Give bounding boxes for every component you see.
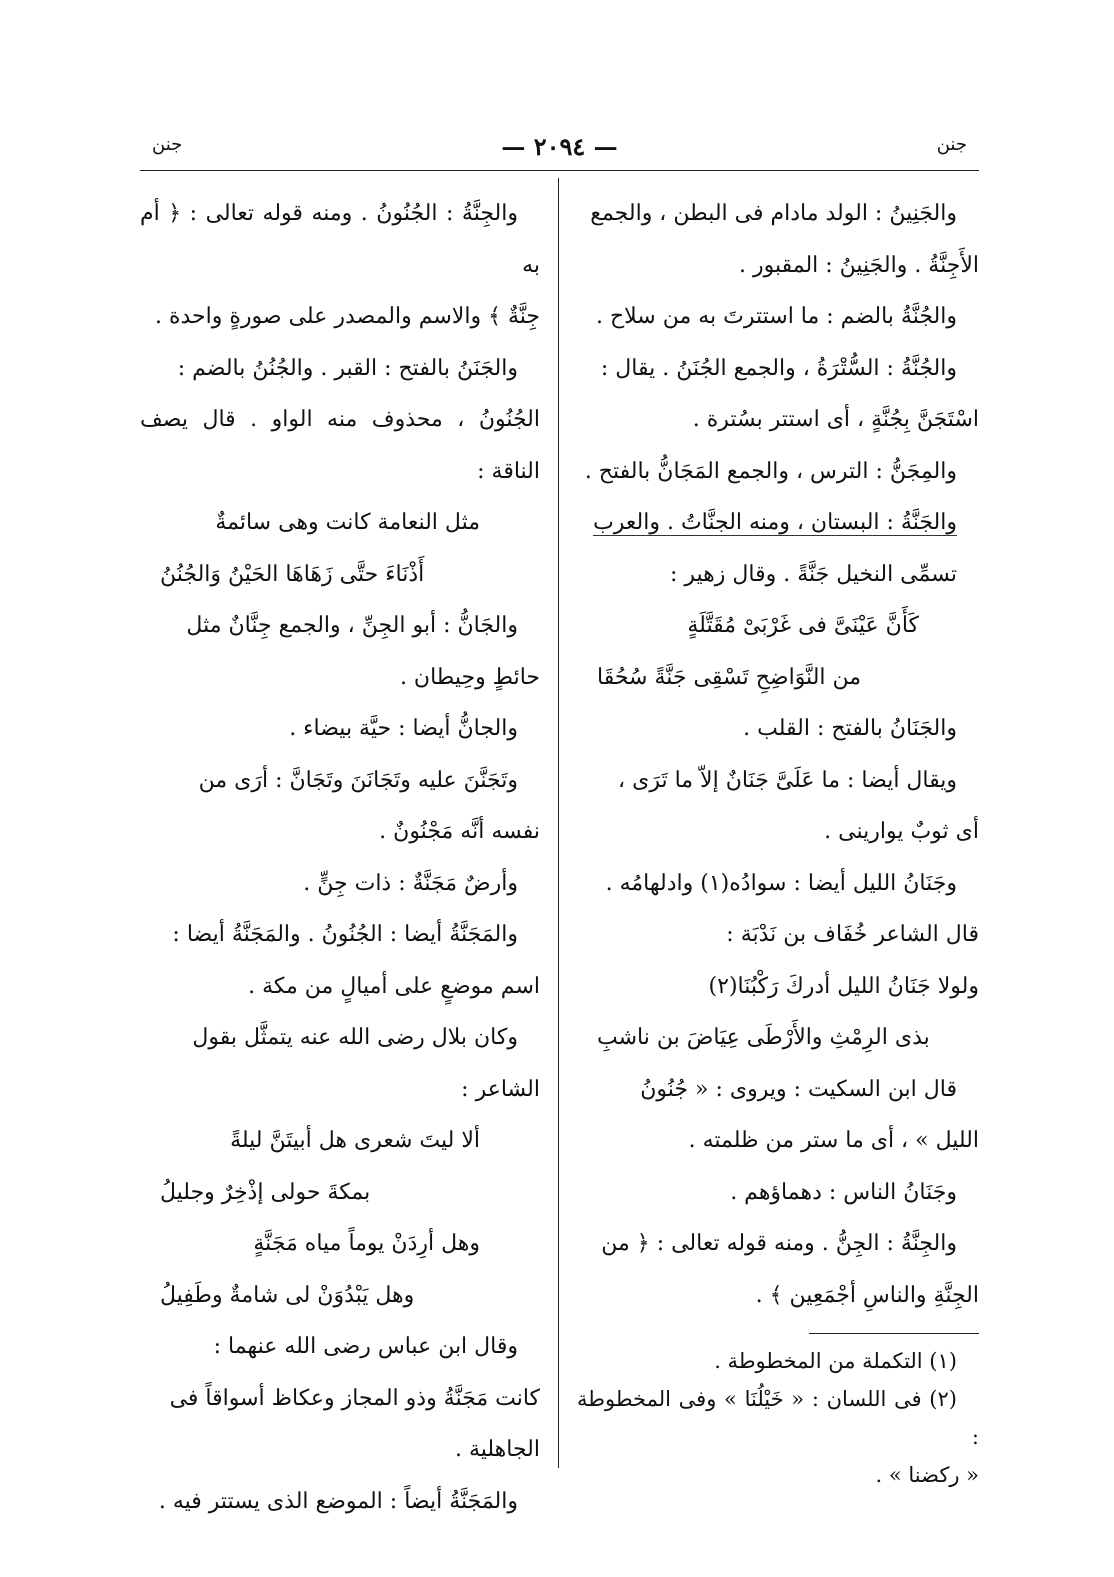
headword-right: جنن — [936, 134, 967, 155]
text-line: وجَنَانُ الناس : دهماؤهم . — [730, 1179, 957, 1205]
right-column — [577, 188, 979, 1494]
text-line: والجِنَّةُ : الجُنُونُ . ومنه قوله تعالى : ﴿ أم به — [140, 201, 540, 278]
verse-line: أَذْنَاءَ حتَّى زَهَاهَا الحَيْنُ وَالجُنُنُ — [160, 561, 425, 587]
text-line: وجَنَانُ الليل أيضا : سوادُه(١) وادلهامُه . — [605, 870, 957, 896]
text-line: الجُنُونُ ، محذوف منه الواو . قال يصف الناقة : — [140, 407, 540, 484]
text-line: كانت مَجَنَّةُ وذو المجاز وعكاظ أسواقاً فى — [169, 1385, 540, 1411]
text-line: والجانُّ أيضا : حيَّة بيضاء . — [289, 716, 518, 741]
text-line: قال ابن السكيت : ويروى : « جُنُونُ — [640, 1076, 957, 1102]
text-line: تسمِّى النخيل جَنَّةً . وقال زهير : — [670, 561, 957, 587]
text-line: والجُنَّةُ بالضم : ما استترتَ به من سلاح . — [595, 304, 957, 329]
text-line: والجَنِينُ : الولد مادام فى البطن ، والجمع — [590, 201, 957, 226]
text-line: والجِنَّةُ : الجِنُّ . ومنه قوله تعالى : ﴿ من — [601, 1231, 957, 1256]
verse-line: بذى الرِمْثِ والأَرْطَى عِيَاضَ بن ناشبِ — [597, 1025, 930, 1050]
text-line: وأرضٌ مَجَنَّةٌ : ذات جِنٍّ . — [303, 870, 518, 896]
text-line: والجَانُّ : أبو الجِنِّ ، والجمع جِنَّانٌ مثل — [186, 613, 518, 638]
column-divider — [558, 178, 559, 1468]
text-line: الشاعر : — [461, 1076, 540, 1102]
text-line: وقال ابن عباس رضى الله عنهما : — [213, 1334, 518, 1359]
text-line: جِنَّةٌ ﴾ والاسم والمصدر على صورةٍ واحدة . — [155, 304, 540, 329]
text-line: والجَنَانُ بالفتح : القلب . — [743, 716, 957, 741]
text-line: حائطٍ وحِيطان . — [399, 664, 540, 690]
verse-line: وهل أرِدَنْ يوماً مياه مَجَنَّةٍ — [253, 1231, 480, 1256]
left-column — [140, 188, 540, 1527]
text-line: والجَنَنُ بالفتح : القبر . والجُنُنُ بالضم : — [177, 355, 518, 381]
text-line: اسم موضعٍ على أميالٍ من مكة . — [248, 973, 540, 999]
text-line: والمِجَنُّ : الترس ، والجمع المَجَانُّ بالفتح . — [584, 458, 957, 484]
verse-line: بمكةَ حولى إذْخِرٌ وجليلُ — [160, 1179, 371, 1205]
text-line: والمَجَنَّةُ أيضاً : الموضع الذى يستتر فيه . — [158, 1488, 518, 1514]
header-rule — [140, 170, 979, 171]
verse-line: كَأَنَّ عَيْنَىَّ فى غَرْبَىْ مُقَتَّلَةٍ — [687, 613, 919, 638]
footnote: « ركضنا » . — [875, 1463, 979, 1487]
text-line: والجُنَّةُ : السُّتْرَةُ ، والجمع الجُنَنُ . يقال : — [600, 355, 957, 381]
text-line: وكان بلال رضى الله عنه يتمثَّل بقول — [192, 1025, 518, 1050]
verse-line: مثل النعامة كانت وهى سائمةٌ — [215, 510, 480, 535]
text-line — [577, 497, 979, 549]
text-line: الأَجِنَّةُ . والجَنِينُ : المقبور . — [738, 252, 979, 278]
headword-left: جنن — [152, 134, 183, 155]
text-line: قال الشاعر خُفَاف بن نَدْبَة : — [726, 922, 979, 947]
footnote: (٢) فى اللسان : « خَيْلُنَا » وفى المخطوطة : — [577, 1387, 979, 1449]
verse-line: ألا ليتَ شعرى هل أبيتَنَّ ليلةً — [230, 1128, 480, 1153]
text-line: الجِنَّةِ والناسِ أجْمَعِين ﴾ . — [755, 1282, 979, 1308]
text-line: الجاهلية . — [454, 1437, 540, 1462]
verse-line: وهل يَبْدُوَنْ لى شامةٌ وطَفِيلُ — [160, 1282, 415, 1308]
footnote-rule — [809, 1333, 979, 1334]
verse-line: ولولا جَنَانُ الليل أدركَ رَكْبُنَا(٢) — [708, 973, 979, 999]
text-line: نفسه أنَّه مَجْنُونٌ . — [379, 819, 540, 844]
page-number: — ٢٠٩٤ — — [501, 132, 618, 161]
page-header — [140, 134, 979, 174]
text-line: وتَجَنَّنَ عليه وتَجَانَنَ وتَجَانَّ : أرَى من — [198, 767, 518, 793]
text-line: والمَجَنَّةُ أيضا : الجُنُونُ . والمَجَنَّةُ أيضا : — [172, 922, 518, 947]
text-line: أى ثوبٌ يوارينى . — [824, 819, 979, 844]
text-line: ويقال أيضا : ما عَلَىَّ جَنَانٌ إلاّ ما تَرَى ، — [618, 767, 957, 793]
footnote: (١) التكملة من المخطوطة . — [714, 1349, 957, 1373]
underlined-text: والجَنَّةُ : البستان ، ومنه الجنَّاتُ . والعرب — [593, 510, 957, 535]
text-line: اسْتَجَنَّ بِجُنَّةٍ ، أى استتر بسُترة . — [692, 407, 979, 432]
text-line: الليل » ، أى ما ستر من ظلمته . — [688, 1128, 979, 1153]
verse-line: من النَّوَاضِحِ تَسْقِى جَنَّةً سُحُقَا — [597, 664, 862, 690]
